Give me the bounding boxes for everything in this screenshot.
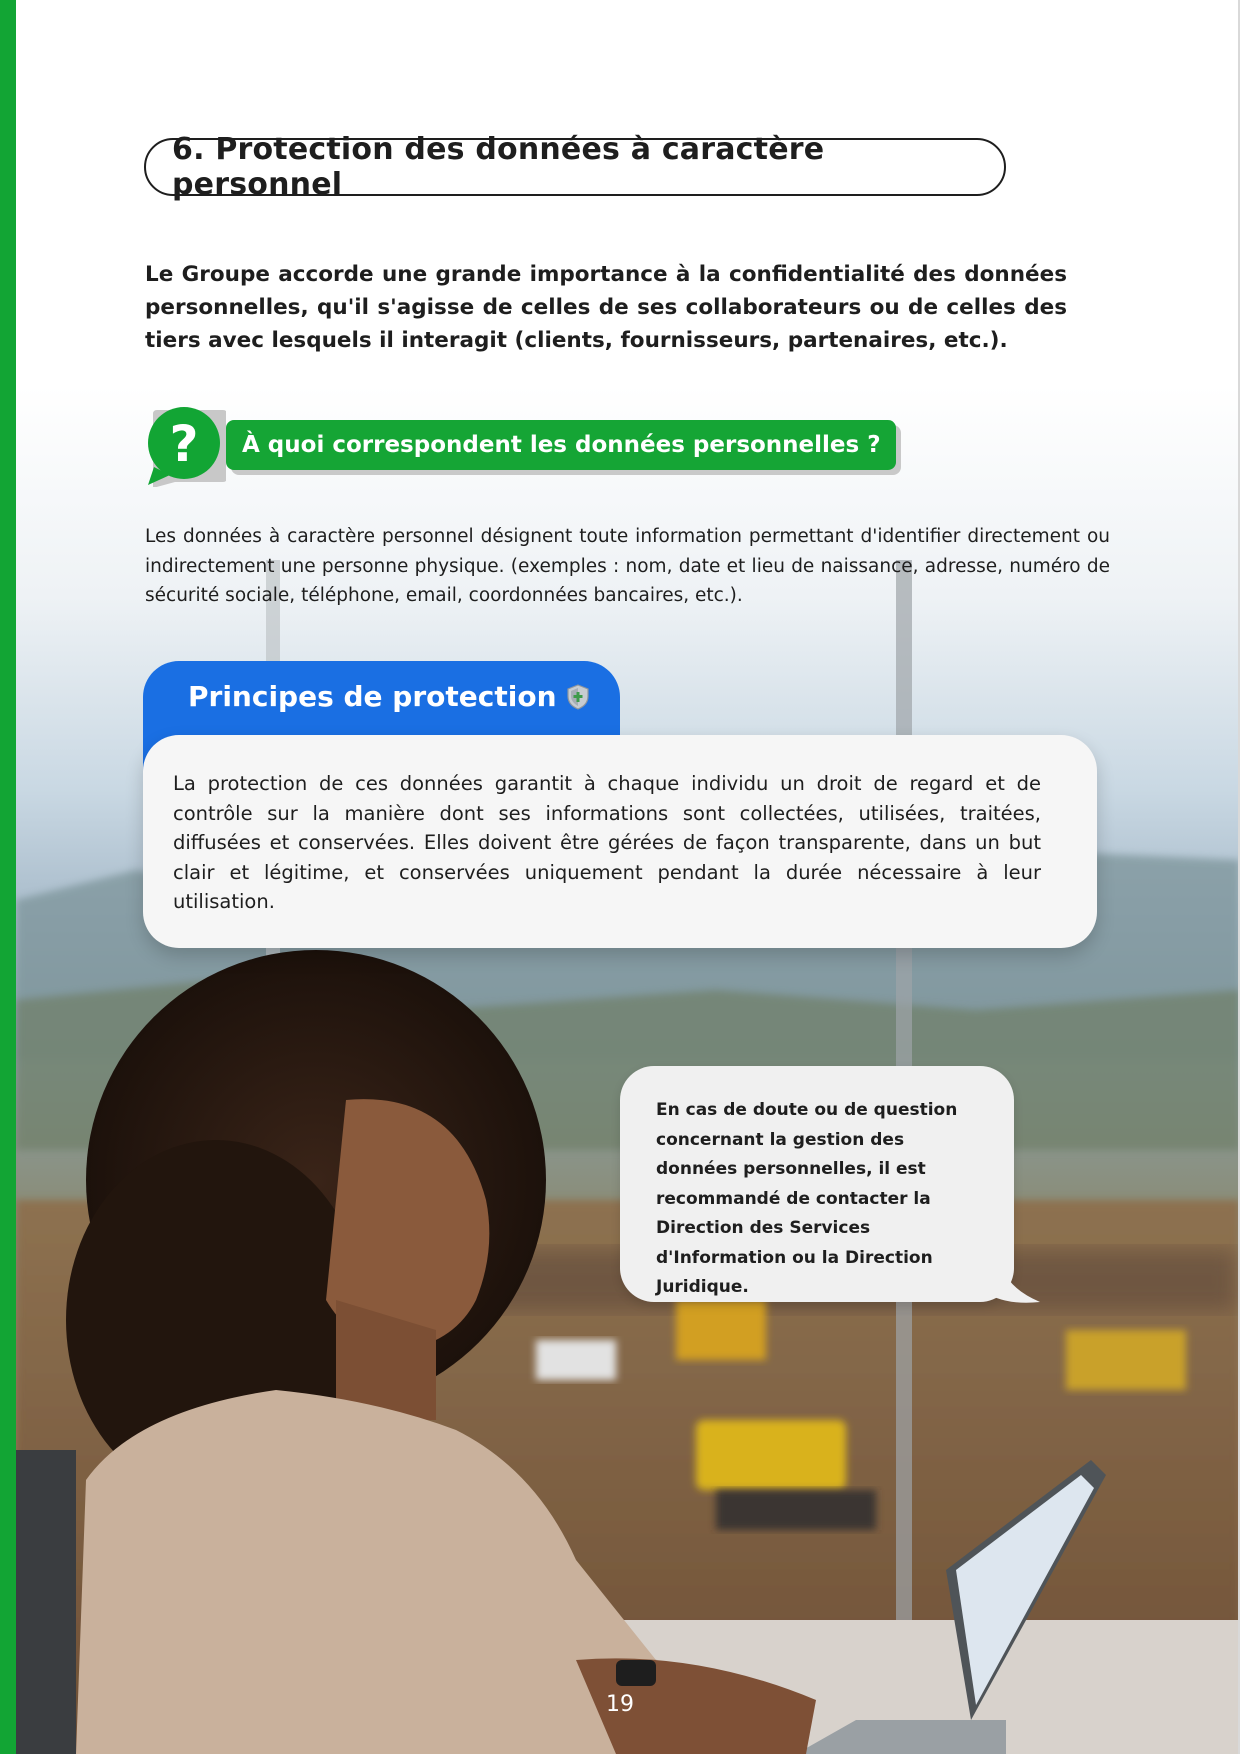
- question-heading-pill: [226, 420, 896, 470]
- advice-speech-bubble: [620, 1066, 1014, 1302]
- shield-icon: [567, 684, 589, 710]
- section-title: 6. Protection des données à caractère personnel: [172, 132, 825, 202]
- question-glyph: ?: [169, 415, 199, 473]
- principles-title: Principes de protection: [188, 680, 557, 713]
- advice-text: En cas de doute ou de question concernant la gestion des données personnelles, il est recommandé de contacter la Direction des Services d'Information ou la Direction Juridique.: [656, 1100, 958, 1297]
- principles-card: [143, 735, 1097, 948]
- speech-bubble-tail: [980, 1256, 1040, 1306]
- left-accent-bar: [0, 0, 16, 1754]
- question-bubble-icon: [144, 405, 226, 487]
- question-heading: À quoi correspondent les données personnelles ?: [242, 432, 881, 458]
- intro-paragraph: Le Groupe accorde une grande importance à la confidentialité des données personnelles, qu'il s'agisse de celles de ses collaborateurs ou de celles des tiers avec lesquels il interagit (clients, fournisseurs, partenaires, etc.).: [145, 262, 1067, 353]
- definition-paragraph: Les données à caractère personnel désignent toute information permettant d'identifier directement ou indirectement une personne physique. (exemples : nom, date et lieu de naissance, adresse, numéro de sécurité sociale, téléphone, email, coordonnées bancaires, etc.).: [145, 526, 1110, 606]
- section-title-box: [144, 132, 1006, 202]
- principles-text: La protection de ces données garantit à chaque individu un droit de regard et de contrôle sur la manière dont ses informations sont collectées, utilisées, traitées, diffusées et conservées. Elles doivent être gérées de façon transparente, dans un but clair et légitime, et conservées uniquement pendant la durée nécessaire à leur utilisation.: [173, 772, 1041, 913]
- principles-heading: [188, 680, 589, 713]
- page-number: 19: [606, 1692, 634, 1717]
